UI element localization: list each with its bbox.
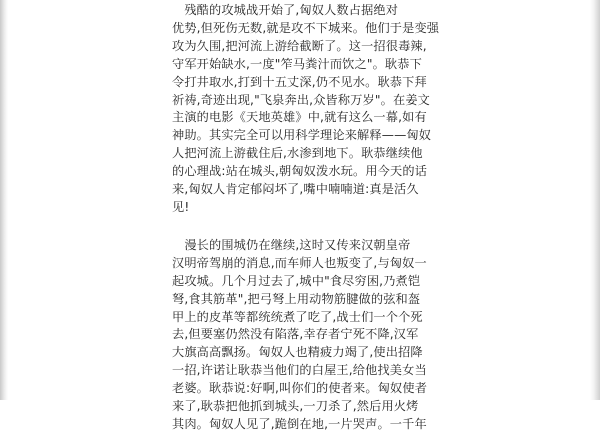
- page-edge-shadow-left: [0, 0, 8, 400]
- text-line: 甲上的皮革等都统统煮了吃了,战士们一个个死: [172, 309, 423, 324]
- text-line: 老婆。耿恭说:好啊,叫你们的使者来。匈奴使者: [172, 381, 428, 396]
- paragraph-1: [172, 2, 440, 217]
- text-line: 的心理战:站在城头,朝匈奴泼水玩。用今天的话: [172, 164, 428, 179]
- text-line: 起攻城。几个月过去了,城中"食尽穷困,乃煮铠: [172, 273, 421, 288]
- text-line: 弩,食其筋革",把弓弩上用动物筋腱做的弦和盔: [172, 291, 421, 306]
- paragraph-2: [172, 237, 428, 434]
- text-line: 令打井取水,打到十五丈深,仍不见水。耿恭下拜: [172, 74, 427, 89]
- text-line: 神助。其实完全可以用科学理论来解释——匈奴: [172, 128, 432, 143]
- text-line: 人把河流上游截住后,水渗到地下。耿恭继续他: [172, 146, 423, 161]
- article-text-column: [172, 2, 440, 434]
- text-line: 来了,耿恭把他抓到城头,一刀杀了,然后用火烤: [172, 399, 419, 414]
- paragraph-spacer: [172, 217, 402, 237]
- text-line: 其肉。匈奴人见了,跪倒在地,一片哭声。一千年: [172, 416, 427, 431]
- text-line: 来,匈奴人肯定郁闷坏了,嘴中喃喃道:真是活久: [172, 182, 419, 197]
- text-line: 去,但要塞仍然没有陷落,幸存者宁死不降,汉军: [172, 327, 419, 342]
- text-line: 主演的电影《天地英雄》中,就有这么一幕,如有: [172, 110, 427, 125]
- text-line: 攻为久围,把河流上游给截断了。这一招很毒辣,: [172, 38, 427, 53]
- text-line: 残酷的攻城战开始了,匈奴人数占据绝对: [172, 3, 399, 17]
- text-line: 一招,许诺让耿恭当他们的白屋王,给他找美女当: [172, 363, 427, 378]
- text-line: 优势,但死伤无数,就是攻不下城来。他们于是变强: [172, 20, 440, 35]
- text-line: 祈祷,奇迹出现,"飞泉奔出,众皆称万岁"。在姜文: [172, 92, 430, 107]
- page-edge-shadow-right: [590, 0, 600, 400]
- text-line: 守军开始缺水,一度"笮马粪汁而饮之"。耿恭下: [172, 56, 422, 71]
- text-line: 大旗高高飘扬。匈奴人也精疲力竭了,使出招降: [172, 345, 423, 360]
- text-line: 汉明帝驾崩的消息,而车师人也叛变了,与匈奴一: [172, 255, 427, 270]
- text-line: 漫长的围城仍在继续,这时又传来汉朝皇帝: [172, 237, 411, 252]
- text-line: 见!: [172, 199, 190, 214]
